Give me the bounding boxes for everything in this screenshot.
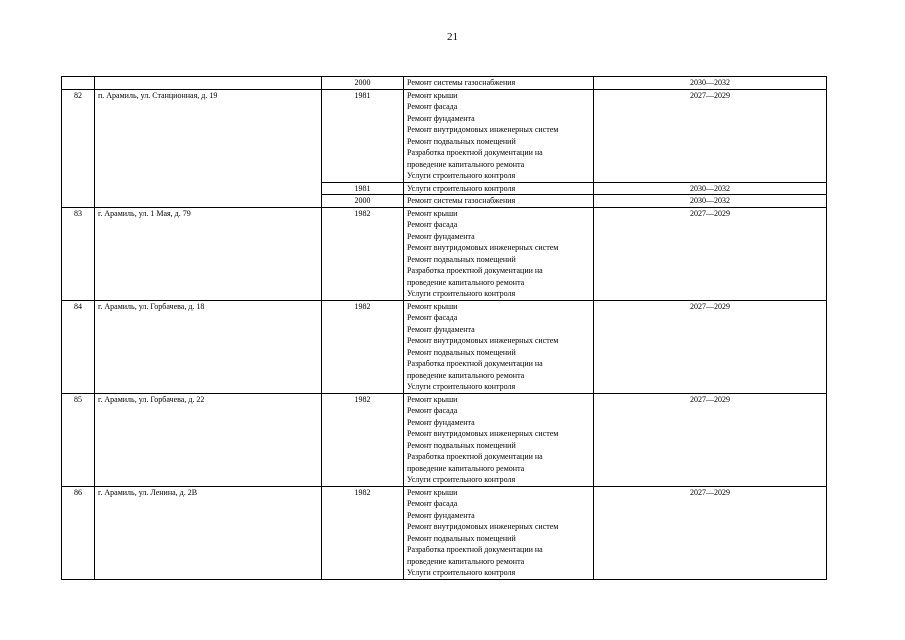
work-item: Ремонт крыши <box>407 208 458 218</box>
works-cell <box>404 300 594 393</box>
row-number-cell: 83 <box>62 207 95 300</box>
row-number-cell: 82 <box>62 89 95 207</box>
period-cell: 2027—2029 <box>594 207 827 300</box>
work-item: Ремонт системы газоснабжения <box>407 196 516 205</box>
work-item: Ремонт фундамента <box>407 324 475 334</box>
works-cell <box>404 486 594 579</box>
work-item: проведение капитального ремонта <box>407 556 525 566</box>
address-cell: г. Арамиль, ул. 1 Мая, д. 79 <box>95 207 322 300</box>
work-item: Разработка проектной документации на <box>407 545 543 554</box>
period-cell: 2027—2029 <box>594 89 827 182</box>
work-item: проведение капитального ремонта <box>407 277 525 287</box>
works-cell <box>404 182 594 195</box>
work-item: Услуги строительного контроля <box>407 183 516 193</box>
row-number-cell <box>62 77 95 90</box>
work-item: Ремонт фундамента <box>407 231 475 241</box>
work-item: Ремонт фасада <box>407 220 458 229</box>
table-row <box>62 393 827 486</box>
work-item: Ремонт фасада <box>407 102 458 111</box>
table-body <box>62 77 827 580</box>
year-cell: 1982 <box>322 207 404 300</box>
work-item: Ремонт подвальных помещений <box>407 533 516 543</box>
work-item: Разработка проектной документации на <box>407 359 543 368</box>
table-row <box>62 300 827 393</box>
work-item: проведение капитального ремонта <box>407 370 525 380</box>
year-cell: 1981 <box>322 89 404 182</box>
work-item: Ремонт подвальных помещений <box>407 136 516 146</box>
work-item: проведение капитального ремонта <box>407 463 525 473</box>
work-item: Ремонт подвальных помещений <box>407 254 516 264</box>
work-item: Ремонт крыши <box>407 394 458 404</box>
year-cell: 1981 <box>322 182 404 195</box>
table-row <box>62 207 827 300</box>
period-cell: 2030—2032 <box>594 77 827 90</box>
work-item: Ремонт фасада <box>407 313 458 322</box>
works-cell <box>404 89 594 182</box>
work-item: Услуги строительного контроля <box>407 382 516 391</box>
work-item: Ремонт крыши <box>407 487 458 497</box>
year-cell: 1982 <box>322 486 404 579</box>
year-cell: 1982 <box>322 300 404 393</box>
work-item: Ремонт крыши <box>407 301 458 311</box>
table-row <box>62 486 827 579</box>
row-number-cell: 84 <box>62 300 95 393</box>
works-cell <box>404 393 594 486</box>
work-item: Ремонт фасада <box>407 499 458 508</box>
works-cell <box>404 77 594 90</box>
address-cell: г. Арамиль, ул. Горбачева, д. 22 <box>95 393 322 486</box>
row-number-cell: 85 <box>62 393 95 486</box>
work-item: Разработка проектной документации на <box>407 148 543 157</box>
work-item: Ремонт подвальных помещений <box>407 440 516 450</box>
period-cell: 2030—2032 <box>594 195 827 208</box>
work-item: Ремонт системы газоснабжения <box>407 78 516 87</box>
work-item: Ремонт внутридомовых инженерных систем <box>407 522 559 531</box>
work-item: Ремонт внутридомовых инженерных систем <box>407 429 559 438</box>
address-cell: г. Арамиль, ул. Ленина, д. 2В <box>95 486 322 579</box>
work-item: Разработка проектной документации на <box>407 452 543 461</box>
work-item: Разработка проектной документации на <box>407 266 543 275</box>
work-item: Ремонт крыши <box>407 90 458 100</box>
work-item: Услуги строительного контроля <box>407 568 516 577</box>
work-item: Ремонт внутридомовых инженерных систем <box>407 125 559 134</box>
work-item: Ремонт внутридомовых инженерных систем <box>407 243 559 252</box>
period-cell: 2030—2032 <box>594 182 827 195</box>
work-item: Ремонт подвальных помещений <box>407 347 516 357</box>
work-item: Услуги строительного контроля <box>407 475 516 484</box>
work-item: Ремонт фундамента <box>407 113 475 123</box>
year-cell: 2000 <box>322 195 404 208</box>
address-cell <box>95 77 322 90</box>
work-item: Ремонт внутридомовых инженерных систем <box>407 336 559 345</box>
period-cell: 2027—2029 <box>594 300 827 393</box>
work-item: Услуги строительного контроля <box>407 171 516 180</box>
period-cell: 2027—2029 <box>594 486 827 579</box>
period-cell: 2027—2029 <box>594 393 827 486</box>
year-cell: 1982 <box>322 393 404 486</box>
works-cell <box>404 207 594 300</box>
row-number-cell: 86 <box>62 486 95 579</box>
address-cell: г. Арамиль, ул. Горбачева, д. 18 <box>95 300 322 393</box>
table-row <box>62 77 827 90</box>
year-cell: 2000 <box>322 77 404 90</box>
work-item: Ремонт фундамента <box>407 417 475 427</box>
repair-schedule-table <box>61 76 827 580</box>
work-item: Услуги строительного контроля <box>407 289 516 298</box>
works-cell <box>404 195 594 208</box>
address-cell: п. Арамиль, ул. Станционная, д. 19 <box>95 89 322 207</box>
work-item: проведение капитального ремонта <box>407 159 525 169</box>
work-item: Ремонт фундамента <box>407 510 475 520</box>
work-item: Ремонт фасада <box>407 406 458 415</box>
table-row <box>62 89 827 182</box>
page-number: 21 <box>447 31 458 43</box>
